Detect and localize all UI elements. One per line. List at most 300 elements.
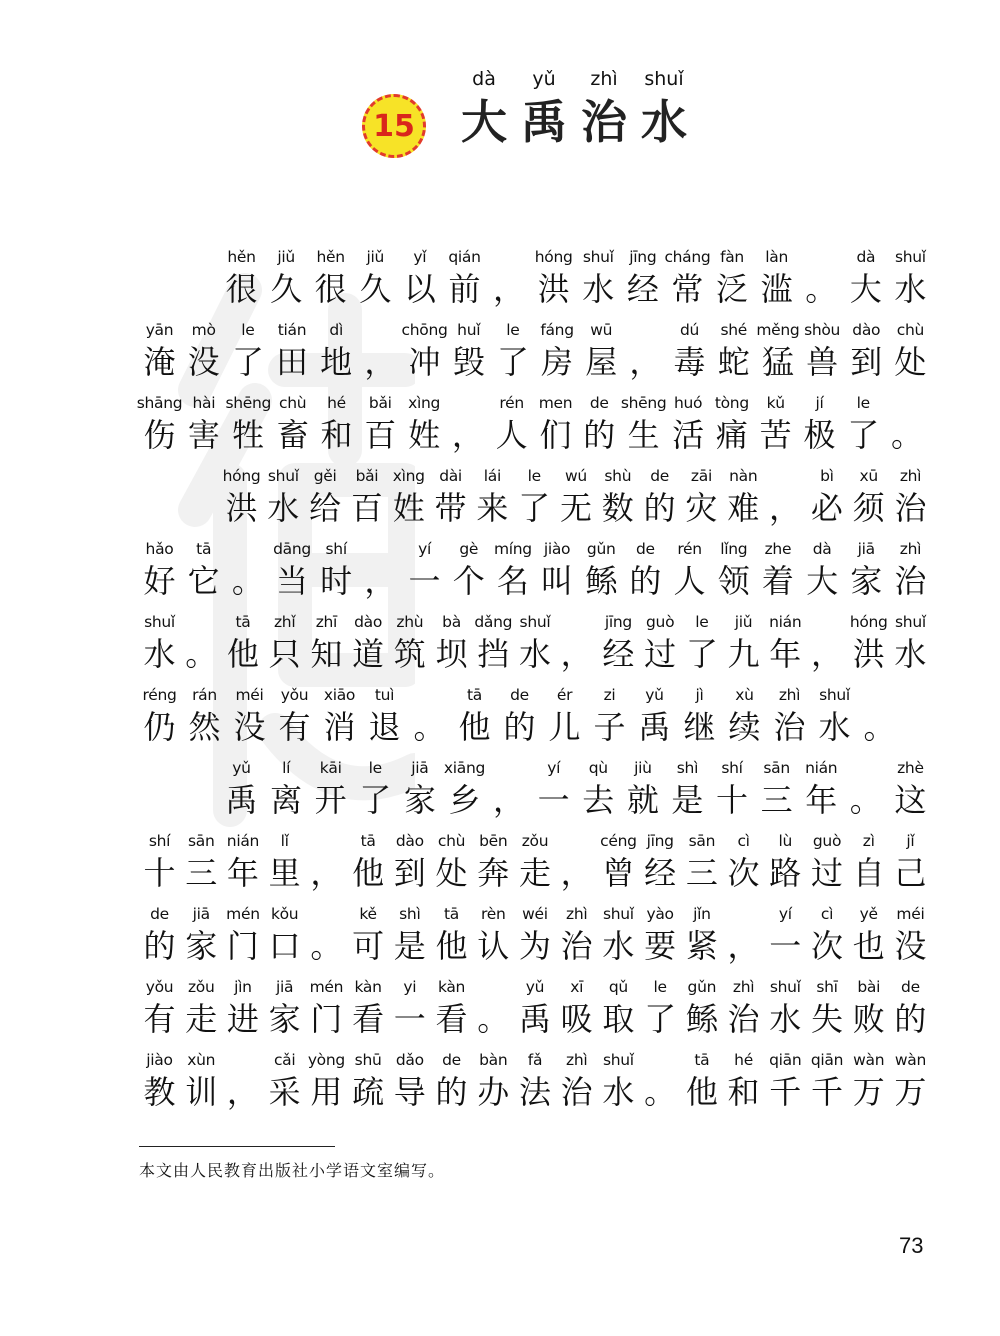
syllable xyxy=(890,611,931,684)
hanzi: 他 xyxy=(458,708,491,746)
pinyin: de xyxy=(510,686,529,704)
syllable xyxy=(640,976,681,1049)
syllable xyxy=(668,392,708,465)
text-line xyxy=(139,757,931,830)
hanzi: 治 xyxy=(894,562,927,600)
pinyin: fàn xyxy=(720,248,744,266)
pinyin: dǎng xyxy=(474,613,513,631)
pinyin: shuǐ xyxy=(267,467,299,485)
hanzi: 前 xyxy=(448,270,481,308)
pinyin: zhì xyxy=(566,905,588,923)
syllable xyxy=(769,684,810,757)
pinyin: le xyxy=(241,321,255,339)
punctuation xyxy=(306,830,347,903)
syllable xyxy=(533,246,574,319)
syllable xyxy=(800,392,840,465)
hanzi: 。 xyxy=(644,1073,677,1111)
syllable xyxy=(756,392,796,465)
hanzi: 。 xyxy=(477,1000,510,1038)
pinyin: tián xyxy=(277,321,307,339)
syllable xyxy=(274,684,315,757)
pinyin: kǔ xyxy=(766,394,785,412)
pinyin: zhì xyxy=(566,1051,588,1069)
hanzi: 冲 xyxy=(408,343,441,381)
syllable xyxy=(221,757,262,830)
syllable xyxy=(890,903,931,976)
hanzi: 有 xyxy=(278,708,311,746)
hanzi: 没 xyxy=(233,708,266,746)
hanzi: 。 xyxy=(863,708,896,746)
hanzi: 和 xyxy=(727,1073,760,1111)
syllable xyxy=(272,538,313,611)
title-syllable: yǔ 禹 xyxy=(521,68,567,149)
syllable xyxy=(890,830,931,903)
title-syllable: shuǐ 水 xyxy=(641,68,687,149)
syllable xyxy=(537,319,578,392)
hanzi: 有 xyxy=(143,1000,176,1038)
syllable xyxy=(807,976,848,1049)
hanzi: 他 xyxy=(352,854,385,892)
hanzi: 很 xyxy=(314,270,347,308)
pinyin: shuǐ xyxy=(894,248,926,266)
pinyin: míng xyxy=(493,540,532,558)
syllable xyxy=(756,246,797,319)
hanzi: 了 xyxy=(231,343,264,381)
hanzi: ， xyxy=(493,270,526,308)
syllable xyxy=(514,611,555,684)
syllable xyxy=(222,903,263,976)
syllable xyxy=(581,538,622,611)
pinyin: zì xyxy=(862,832,875,850)
text-line xyxy=(139,319,931,392)
pinyin: qiān xyxy=(769,1051,802,1069)
pinyin: qǔ xyxy=(608,978,628,996)
pinyin: jīng xyxy=(604,613,632,631)
punctuation xyxy=(489,757,530,830)
pinyin: qiān xyxy=(810,1051,844,1069)
syllable xyxy=(669,319,710,392)
footnote: 本文由人民教育出版社小学语文室编写。 xyxy=(139,1161,446,1180)
hanzi: 以 xyxy=(403,270,436,308)
syllable xyxy=(679,684,720,757)
hanzi: 没 xyxy=(187,343,220,381)
syllable xyxy=(556,1049,597,1122)
syllable xyxy=(264,1049,305,1122)
hanzi: 了 xyxy=(685,635,718,673)
pinyin: mò xyxy=(191,321,216,339)
punctuation xyxy=(473,976,514,1049)
pinyin: kāi xyxy=(319,759,342,777)
hanzi: 的 xyxy=(143,927,176,965)
pinyin: hé xyxy=(327,394,346,412)
pinyin: ér xyxy=(556,686,573,704)
text-line xyxy=(139,684,931,757)
hanzi: ， xyxy=(769,489,802,527)
pinyin: shì xyxy=(676,759,699,777)
syllable xyxy=(681,903,722,976)
pinyin: tā xyxy=(360,832,376,850)
hanzi: 到 xyxy=(850,343,883,381)
syllable xyxy=(404,392,444,465)
pinyin: yí xyxy=(547,759,561,777)
title-syllable: dà 大 xyxy=(461,68,507,149)
syllable xyxy=(681,465,722,538)
hanzi: 年 xyxy=(769,635,802,673)
pinyin: shuǐ xyxy=(519,613,551,631)
pinyin: fáng xyxy=(540,321,574,339)
hanzi: 必 xyxy=(810,489,843,527)
hanzi: 年 xyxy=(805,781,838,819)
pinyin: xùn xyxy=(187,1051,216,1069)
syllable xyxy=(388,465,429,538)
hanzi: 。 xyxy=(849,781,882,819)
pinyin: le xyxy=(653,978,667,996)
hanzi: 经 xyxy=(626,270,659,308)
syllable xyxy=(598,903,639,976)
hanzi: 这 xyxy=(894,781,927,819)
punctuation xyxy=(845,757,886,830)
syllable xyxy=(306,611,347,684)
syllable xyxy=(514,903,555,976)
hanzi: 儿 xyxy=(548,708,581,746)
syllable xyxy=(712,392,752,465)
hanzi: 自 xyxy=(852,854,885,892)
hanzi: 知 xyxy=(310,635,343,673)
pinyin: shù xyxy=(604,467,632,485)
hanzi: 。 xyxy=(310,927,343,965)
pinyin: jìn xyxy=(234,978,252,996)
hanzi: 治 xyxy=(560,927,593,965)
pinyin: shuǐ xyxy=(819,686,850,704)
punctuation xyxy=(409,684,450,757)
pinyin: kě xyxy=(359,905,377,923)
hanzi: 水 xyxy=(602,1073,635,1111)
syllable xyxy=(266,757,307,830)
hanzi: 里 xyxy=(268,854,301,892)
syllable xyxy=(183,538,224,611)
pinyin: céng xyxy=(600,832,637,850)
hanzi: 过 xyxy=(810,854,843,892)
syllable xyxy=(181,903,222,976)
hanzi: 带 xyxy=(434,489,467,527)
text-line xyxy=(139,538,931,611)
pinyin: xìng xyxy=(408,394,441,412)
pinyin: zhì xyxy=(899,467,922,485)
pinyin: fǎ xyxy=(527,1051,543,1069)
syllable xyxy=(473,903,514,976)
pinyin: le xyxy=(856,394,870,412)
syllable xyxy=(139,538,180,611)
hanzi: ， xyxy=(364,562,397,600)
pinyin: mén xyxy=(226,905,260,923)
hanzi: 地 xyxy=(320,343,353,381)
syllable xyxy=(472,465,513,538)
hanzi: 极 xyxy=(803,416,836,454)
syllable xyxy=(712,246,753,319)
hanzi: 了 xyxy=(644,1000,677,1038)
pinyin: zǒu xyxy=(187,978,215,996)
hanzi: 叫 xyxy=(541,562,574,600)
pinyin: kàn xyxy=(354,978,382,996)
hanzi: 鲧 xyxy=(585,562,618,600)
hanzi: 了 xyxy=(847,416,880,454)
pinyin: zhè xyxy=(897,759,924,777)
punctuation xyxy=(807,611,848,684)
hanzi: 要 xyxy=(644,927,677,965)
pinyin: nián xyxy=(769,613,802,631)
title-syllable: zhì 治 xyxy=(581,68,627,149)
pinyin: bài xyxy=(857,978,881,996)
hanzi: 了 xyxy=(518,489,551,527)
hanzi: 兽 xyxy=(806,343,839,381)
pinyin: jīng xyxy=(646,832,674,850)
hanzi: 百 xyxy=(364,416,397,454)
hanzi: ， xyxy=(560,854,593,892)
pinyin: cǎi xyxy=(273,1051,296,1069)
hanzi: 活 xyxy=(672,416,705,454)
pinyin: shēng xyxy=(225,394,272,412)
syllable xyxy=(664,246,711,319)
pinyin: mén xyxy=(309,978,344,996)
pinyin: yǔ xyxy=(645,686,664,704)
hanzi: 名 xyxy=(496,562,529,600)
hanzi: 消 xyxy=(323,708,356,746)
hanzi: 是 xyxy=(671,781,704,819)
pinyin: de xyxy=(636,540,655,558)
punctuation xyxy=(625,319,666,392)
pinyin: shí xyxy=(148,832,171,850)
pinyin: yí xyxy=(418,540,431,558)
hanzi: 时 xyxy=(320,562,353,600)
syllable xyxy=(514,1049,555,1122)
hanzi: 鲧 xyxy=(685,1000,718,1038)
hanzi: 着 xyxy=(761,562,794,600)
pinyin: tuì xyxy=(374,686,395,704)
hanzi: 没 xyxy=(894,927,927,965)
syllable xyxy=(360,392,400,465)
syllable xyxy=(184,684,225,757)
punctuation xyxy=(556,830,597,903)
pinyin: qián xyxy=(448,248,481,266)
hanzi: 千 xyxy=(810,1073,843,1111)
pinyin: lǐng xyxy=(720,540,748,558)
hanzi: 治 xyxy=(727,1000,760,1038)
syllable xyxy=(499,684,540,757)
pinyin: de xyxy=(589,394,609,412)
pinyin: wéi xyxy=(522,905,548,923)
pinyin: cì xyxy=(820,905,834,923)
hanzi: 水 xyxy=(518,635,551,673)
syllable xyxy=(890,538,931,611)
hanzi: 的 xyxy=(435,1073,468,1111)
syllable xyxy=(431,976,472,1049)
syllable xyxy=(806,465,847,538)
hanzi: 处 xyxy=(435,854,468,892)
syllable xyxy=(348,830,389,903)
hanzi: 姓 xyxy=(408,416,441,454)
syllable xyxy=(848,465,889,538)
syllable xyxy=(263,465,304,538)
hanzi: 奔 xyxy=(477,854,510,892)
hanzi: ， xyxy=(226,1073,259,1111)
hanzi: 取 xyxy=(602,1000,635,1038)
hanzi: 是 xyxy=(393,927,426,965)
syllable xyxy=(533,757,574,830)
syllable xyxy=(890,976,931,1049)
hanzi: 他 xyxy=(685,1073,718,1111)
pinyin: xìng xyxy=(392,467,425,485)
pinyin: shuǐ xyxy=(769,978,801,996)
pinyin: chù xyxy=(279,394,307,412)
hanzi: 门 xyxy=(226,927,259,965)
pinyin: zhù xyxy=(396,613,424,631)
hanzi: 房 xyxy=(541,343,574,381)
pinyin: zǒu xyxy=(521,832,549,850)
pinyin: zhì xyxy=(732,978,755,996)
syllable xyxy=(622,246,663,319)
punctuation xyxy=(306,903,347,976)
hanzi: ， xyxy=(451,416,484,454)
syllable xyxy=(473,1049,514,1122)
pinyin: tā xyxy=(694,1051,710,1069)
syllable xyxy=(556,903,597,976)
hanzi: 败 xyxy=(852,1000,885,1038)
syllable xyxy=(589,684,630,757)
syllable xyxy=(848,976,889,1049)
syllable xyxy=(139,1049,180,1122)
syllable xyxy=(399,246,440,319)
hanzi: 吸 xyxy=(560,1000,593,1038)
hanzi: 家 xyxy=(268,1000,301,1038)
syllable xyxy=(681,976,722,1049)
pinyin: bì xyxy=(820,467,834,485)
pinyin: shì xyxy=(399,905,421,923)
pinyin: dào xyxy=(354,613,383,631)
hanzi: 曾 xyxy=(602,854,635,892)
hanzi: 滥 xyxy=(760,270,793,308)
syllable xyxy=(492,392,532,465)
syllable xyxy=(136,392,183,465)
syllable xyxy=(264,903,305,976)
hanzi: 一 xyxy=(537,781,570,819)
syllable xyxy=(305,465,346,538)
syllable xyxy=(639,465,680,538)
syllable xyxy=(431,1049,472,1122)
hanzi: 经 xyxy=(602,635,635,673)
pinyin: jiā xyxy=(192,905,210,923)
hanzi: 苦 xyxy=(759,416,792,454)
hanzi: 灾 xyxy=(685,489,718,527)
punctuation xyxy=(556,611,597,684)
pinyin: zhì xyxy=(778,686,801,704)
pinyin: cháng xyxy=(664,248,711,266)
pinyin: jiā xyxy=(857,540,875,558)
hanzi: 采 xyxy=(268,1073,301,1111)
syllable xyxy=(264,976,305,1049)
syllable xyxy=(139,319,180,392)
pinyin: rán xyxy=(192,686,217,704)
syllable xyxy=(802,319,843,392)
lesson-title xyxy=(362,66,762,156)
syllable xyxy=(389,611,430,684)
pinyin: tā xyxy=(467,686,482,704)
pinyin: kàn xyxy=(437,978,466,996)
pinyin: kǒu xyxy=(270,905,299,923)
hanzi: 口 xyxy=(268,927,301,965)
pinyin: le xyxy=(506,321,520,339)
syllable xyxy=(578,757,619,830)
hanzi: 千 xyxy=(769,1073,802,1111)
syllable xyxy=(843,392,883,465)
punctuation xyxy=(181,611,222,684)
hanzi: 牲 xyxy=(232,416,265,454)
syllable xyxy=(757,319,798,392)
syllable xyxy=(890,1049,931,1122)
pinyin: nàn xyxy=(729,467,758,485)
pinyin: gěi xyxy=(313,467,337,485)
syllable xyxy=(273,392,313,465)
syllable xyxy=(431,830,472,903)
hanzi: 伤 xyxy=(143,416,176,454)
syllable xyxy=(724,684,765,757)
syllable xyxy=(222,976,263,1049)
hanzi: 禹 xyxy=(225,781,258,819)
hanzi: 到 xyxy=(393,854,426,892)
hanzi: 。 xyxy=(413,708,446,746)
pinyin: měng xyxy=(756,321,800,339)
pinyin: shāng xyxy=(136,394,183,412)
pinyin: yān xyxy=(145,321,174,339)
hanzi: 。 xyxy=(231,562,264,600)
syllable xyxy=(598,976,639,1049)
pinyin: shòu xyxy=(804,321,841,339)
hanzi: 只 xyxy=(268,635,301,673)
hanzi: 人 xyxy=(673,562,706,600)
syllable xyxy=(598,1049,639,1122)
hanzi: 久 xyxy=(270,270,303,308)
pinyin: jiào xyxy=(146,1051,173,1069)
hanzi: 家 xyxy=(403,781,436,819)
hanzi: 水 xyxy=(818,708,851,746)
syllable xyxy=(807,903,848,976)
hanzi: 了 xyxy=(496,343,529,381)
hanzi: 万 xyxy=(894,1073,927,1111)
hanzi: 继 xyxy=(683,708,716,746)
punctuation xyxy=(765,465,806,538)
hanzi: 看 xyxy=(352,1000,385,1038)
syllable xyxy=(765,611,806,684)
pinyin: de xyxy=(150,905,169,923)
pinyin: yǔ xyxy=(232,759,251,777)
pinyin: hěn xyxy=(227,248,256,266)
syllable xyxy=(801,757,842,830)
syllable xyxy=(448,319,489,392)
syllable xyxy=(348,1049,389,1122)
pinyin: wú xyxy=(565,467,587,485)
hanzi: ， xyxy=(727,927,760,965)
punctuation xyxy=(859,684,900,757)
pinyin: sān xyxy=(187,832,215,850)
hanzi: 法 xyxy=(518,1073,551,1111)
pinyin: jiǔ xyxy=(734,613,753,631)
hanzi: 家 xyxy=(850,562,883,600)
hanzi: 可 xyxy=(352,927,385,965)
pinyin: yǐ xyxy=(413,248,427,266)
hanzi: 人 xyxy=(495,416,528,454)
pinyin: chù xyxy=(437,832,466,850)
syllable xyxy=(444,246,485,319)
hanzi: 百 xyxy=(350,489,383,527)
